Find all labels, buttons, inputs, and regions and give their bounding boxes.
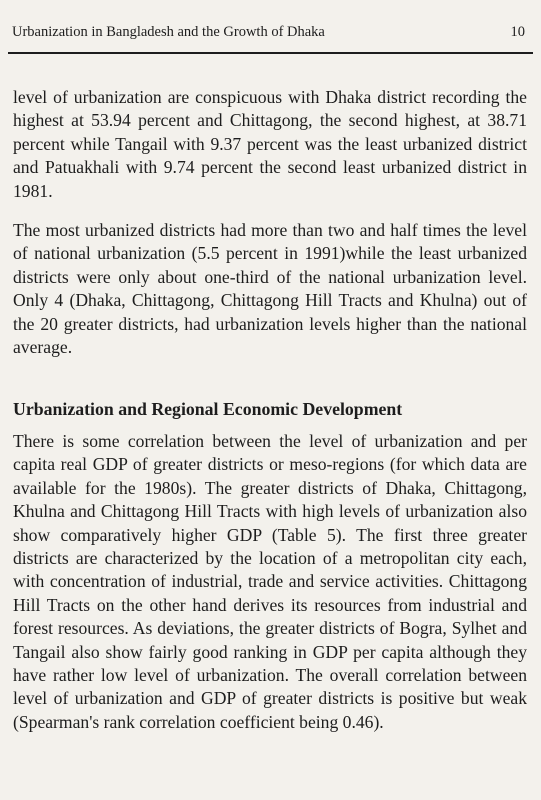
header-rule bbox=[8, 52, 533, 54]
paragraph-2: The most urbanized districts had more than two and half times the level of national urbanization (5.5 percent in 1991)while the least urbanized districts were only about one-third of the national urbanization level. Only 4 (Dhaka, Chittagong, Chittagong Hill Tracts and Khulna) out of the 20 greater districts, had urbanization levels higher than the national average. bbox=[13, 220, 527, 358]
paragraph-3: There is some correlation between the level of urbanization and per capita real GDP of greater districts or meso-regions (for which data are available for the 1980s). The greater districts of Dhaka, Chittagong, Khulna and Chittagong Hill Tracts with high levels of urbanization also show comparatively higher GDP (Table 5). The first three greater districts are characterized by the location of a metropolitan city each, with concentration of industrial, trade and service activities. Chittagong Hill Tracts on the other hand derives its resources from industrial and forest resources. As deviations, the greater districts of Bogra, Sylhet and Tangail also show fairly good ranking in GDP per capita although they have rather low level of urbanization. The overall correlation between level of urbanization and GDP of greater districts is positive but weak (Spearman's rank correlation coefficient being 0.46). bbox=[13, 431, 527, 732]
running-header-title: Urbanization in Bangladesh and the Growth of Dhaka bbox=[12, 24, 325, 40]
section-heading: Urbanization and Regional Economic Development bbox=[13, 399, 403, 419]
page-number: 10 bbox=[510, 24, 525, 40]
paragraph-1: level of urbanization are conspicuous with Dhaka district recording the highest at 53.94 percent and Chittagong, the second highest, at 38.71 percent while Tangail with 9.37 percent was the least urbanized district and Patuakhali with 9.74 percent the second least urbanized district in 1981. bbox=[13, 87, 527, 201]
running-header bbox=[12, 22, 529, 42]
